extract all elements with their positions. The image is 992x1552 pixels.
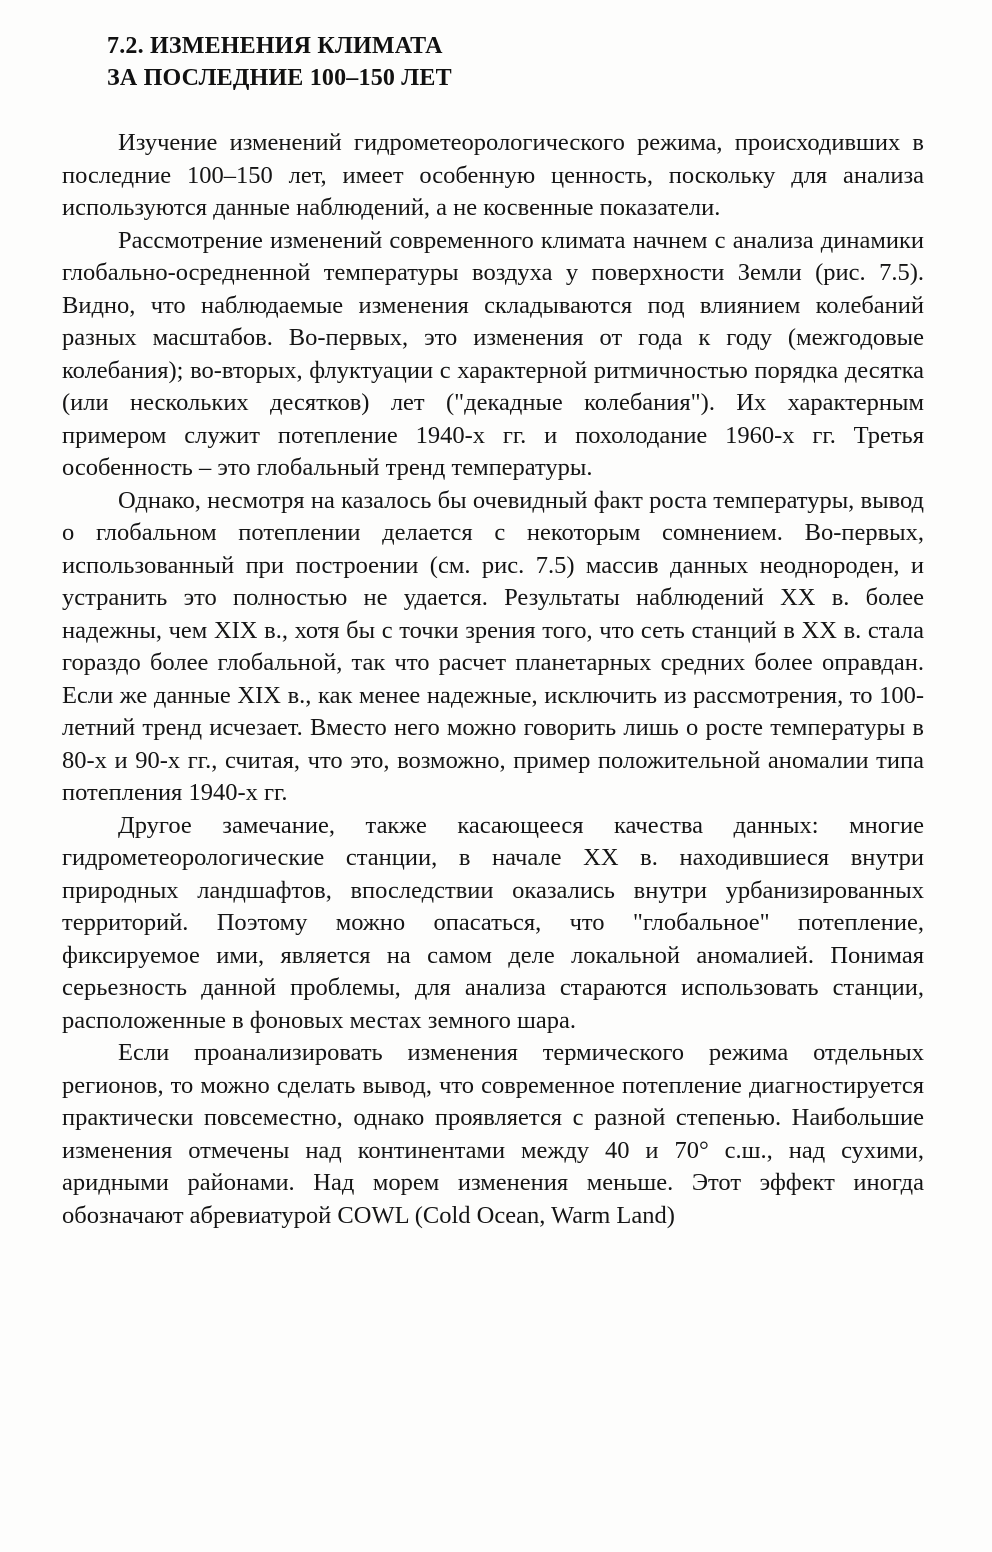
paragraph-2: Рассмотрение изменений современного климата начнем с анализа динамики глобально-осредненной температуры воздуха у поверхности Земли (рис. 7.5). Видно, что наблюдаемые изменения складываются под влиянием колебаний разных масштабов. Во-первых, это изменения от года к году (межгодовые колебания); во-вторых, флуктуации с характерной ритмичностью порядка десятка (или нескольких десятков) лет ("декадные колебания"). Их характерным примером служит потепление 1940-х гг. и похолодание 1960-х гг. Третья особенность – это глобальный тренд температуры. bbox=[62, 226, 924, 481]
body-text bbox=[62, 127, 924, 1232]
section-heading-line-1: 7.2. ИЗМЕНЕНИЯ КЛИМАТА bbox=[107, 33, 443, 59]
section-heading bbox=[107, 30, 452, 94]
paragraph-5: Если проанализировать изменения термического режима отдельных регионов, то можно сделать вывод, что современное потепление диагностируется практически повсеместно, однако проявляется с разной степенью. Наибольшие изменения отмечены над континентами между 40 и 70° с.ш., над сухими, аридными районами. Над морем изменения меньше. Этот эффект иногда обозначают абревиатурой COWL (Cold Ocean, Warm Land) bbox=[62, 1039, 924, 1229]
paragraph-3: Однако, несмотря на казалось бы очевидный факт роста температуры, вывод о глобальном потеплении делается с некоторым сомнением. Во-первых, использованный при построении (см. рис. 7.5) массив данных неоднороден, и устранить это полностью не удается. Результаты наблюдений XX в. более надежны, чем XIX в., хотя бы с точки зрения того, что сеть станций в XX в. стала гораздо более глобальной, так что расчет планетарных средних более оправдан. Если же данные XIX в., как менее надежные, исключить из рассмотрения, то 100-летний тренд исчезает. Вместо него можно говорить лишь о росте температуры в 80-х и 90-х гг., считая, что это, возможно, пример положительной аномалии типа потепления 1940-х гг. bbox=[62, 486, 924, 806]
paragraph-1: Изучение изменений гидрометеорологического режима, происходивших в последние 100–150 лет, имеет особенную ценность, поскольку для анализа используются данные наблюдений, а не косвенные показатели. bbox=[62, 129, 924, 221]
section-heading-line-2: ЗА ПОСЛЕДНИЕ 100–150 ЛЕТ bbox=[107, 65, 452, 91]
paragraph-4: Другое замечание, также касающееся качества данных: многие гидрометеорологические станции, в начале XX в. находившиеся внутри природных ландшафтов, впоследствии оказались внутри урбанизированных территорий. Поэтому можно опасаться, что "глобальное" потепление, фиксируемое ими, является на самом деле локальной аномалией. Понимая серьезность данной проблемы, для анализа стараются использовать станции, расположенные в фоновых местах земного шара. bbox=[62, 811, 924, 1034]
